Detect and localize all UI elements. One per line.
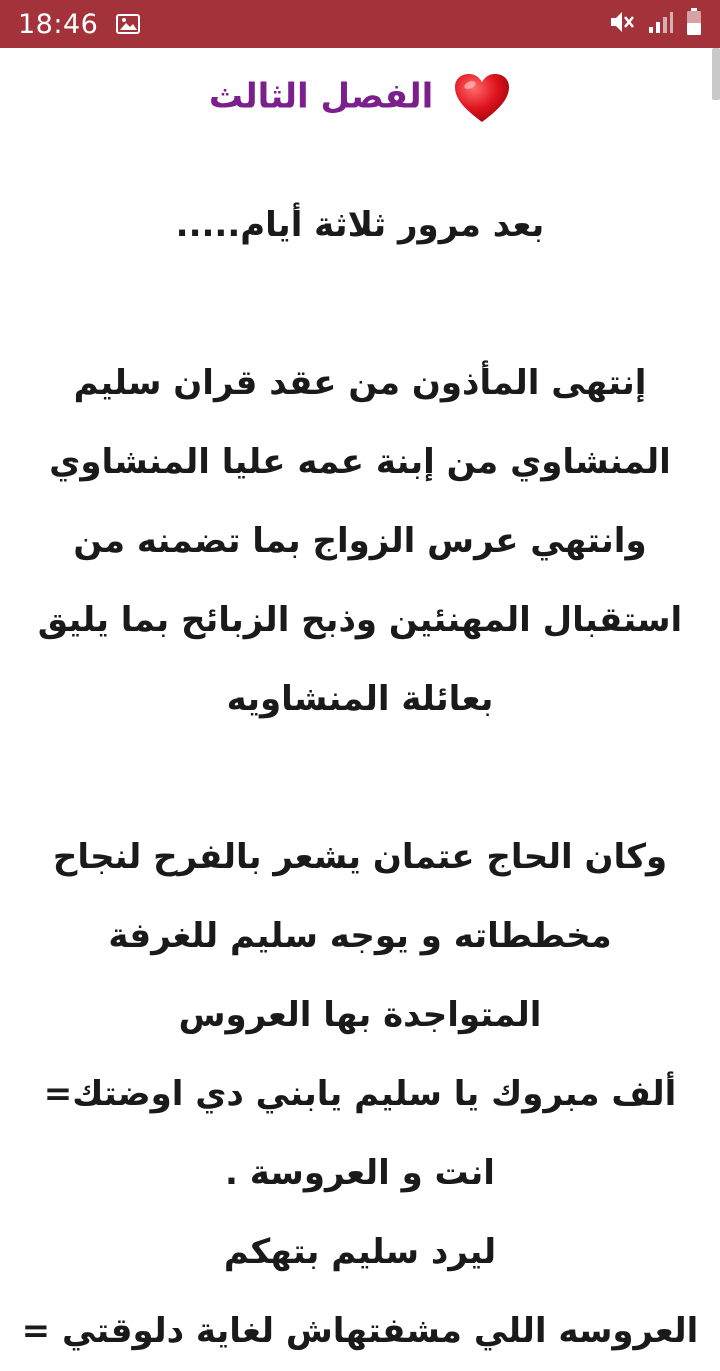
status-time: 18:46 — [18, 8, 99, 40]
story-line: بعد مرور ثلاثة أيام..... — [175, 205, 545, 245]
story-line: بعائلة المنشاويه — [226, 679, 494, 719]
story-line: إنتهى المأذون من عقد قران سليم — [73, 363, 647, 403]
story-line: ألف مبروك يا سليم يابني دي اوضتك= — [43, 1074, 677, 1114]
chapter-title: الفصل الثالث — [208, 76, 434, 117]
battery-icon — [686, 8, 702, 40]
story-line: وانتهي عرس الزواج بما تضمنه من — [73, 521, 647, 561]
signal-icon — [648, 10, 674, 38]
mute-icon — [608, 9, 636, 39]
story-line: انت و العروسة . — [225, 1153, 495, 1193]
red-heart-icon — [453, 72, 511, 124]
story-text — [16, 186, 704, 1371]
story-line: ليرد سليم بتهكم — [223, 1232, 497, 1272]
status-icons — [608, 8, 702, 40]
status-bar — [0, 0, 720, 48]
blank-line — [16, 265, 704, 344]
story-line: العروسه اللي مشفتهاش لغاية دلوقتي = — [21, 1311, 699, 1351]
story-line: وكان الحاج عتمان يشعر بالفرح لنجاح — [52, 837, 668, 877]
story-line: استقبال المهنئين وذبح الزبائح بما يليق — [37, 600, 683, 640]
story-line: المتواجدة بها العروس — [178, 995, 542, 1035]
story-line: المنشاوي من إبنة عمه عليا المنشاوي — [49, 442, 671, 482]
chapter-content[interactable] — [0, 48, 720, 1351]
blank-line — [16, 739, 704, 818]
chapter-title-row — [0, 72, 720, 124]
gallery-icon — [116, 14, 140, 34]
story-line: مخططاته و يوجه سليم للغرفة — [108, 916, 612, 956]
